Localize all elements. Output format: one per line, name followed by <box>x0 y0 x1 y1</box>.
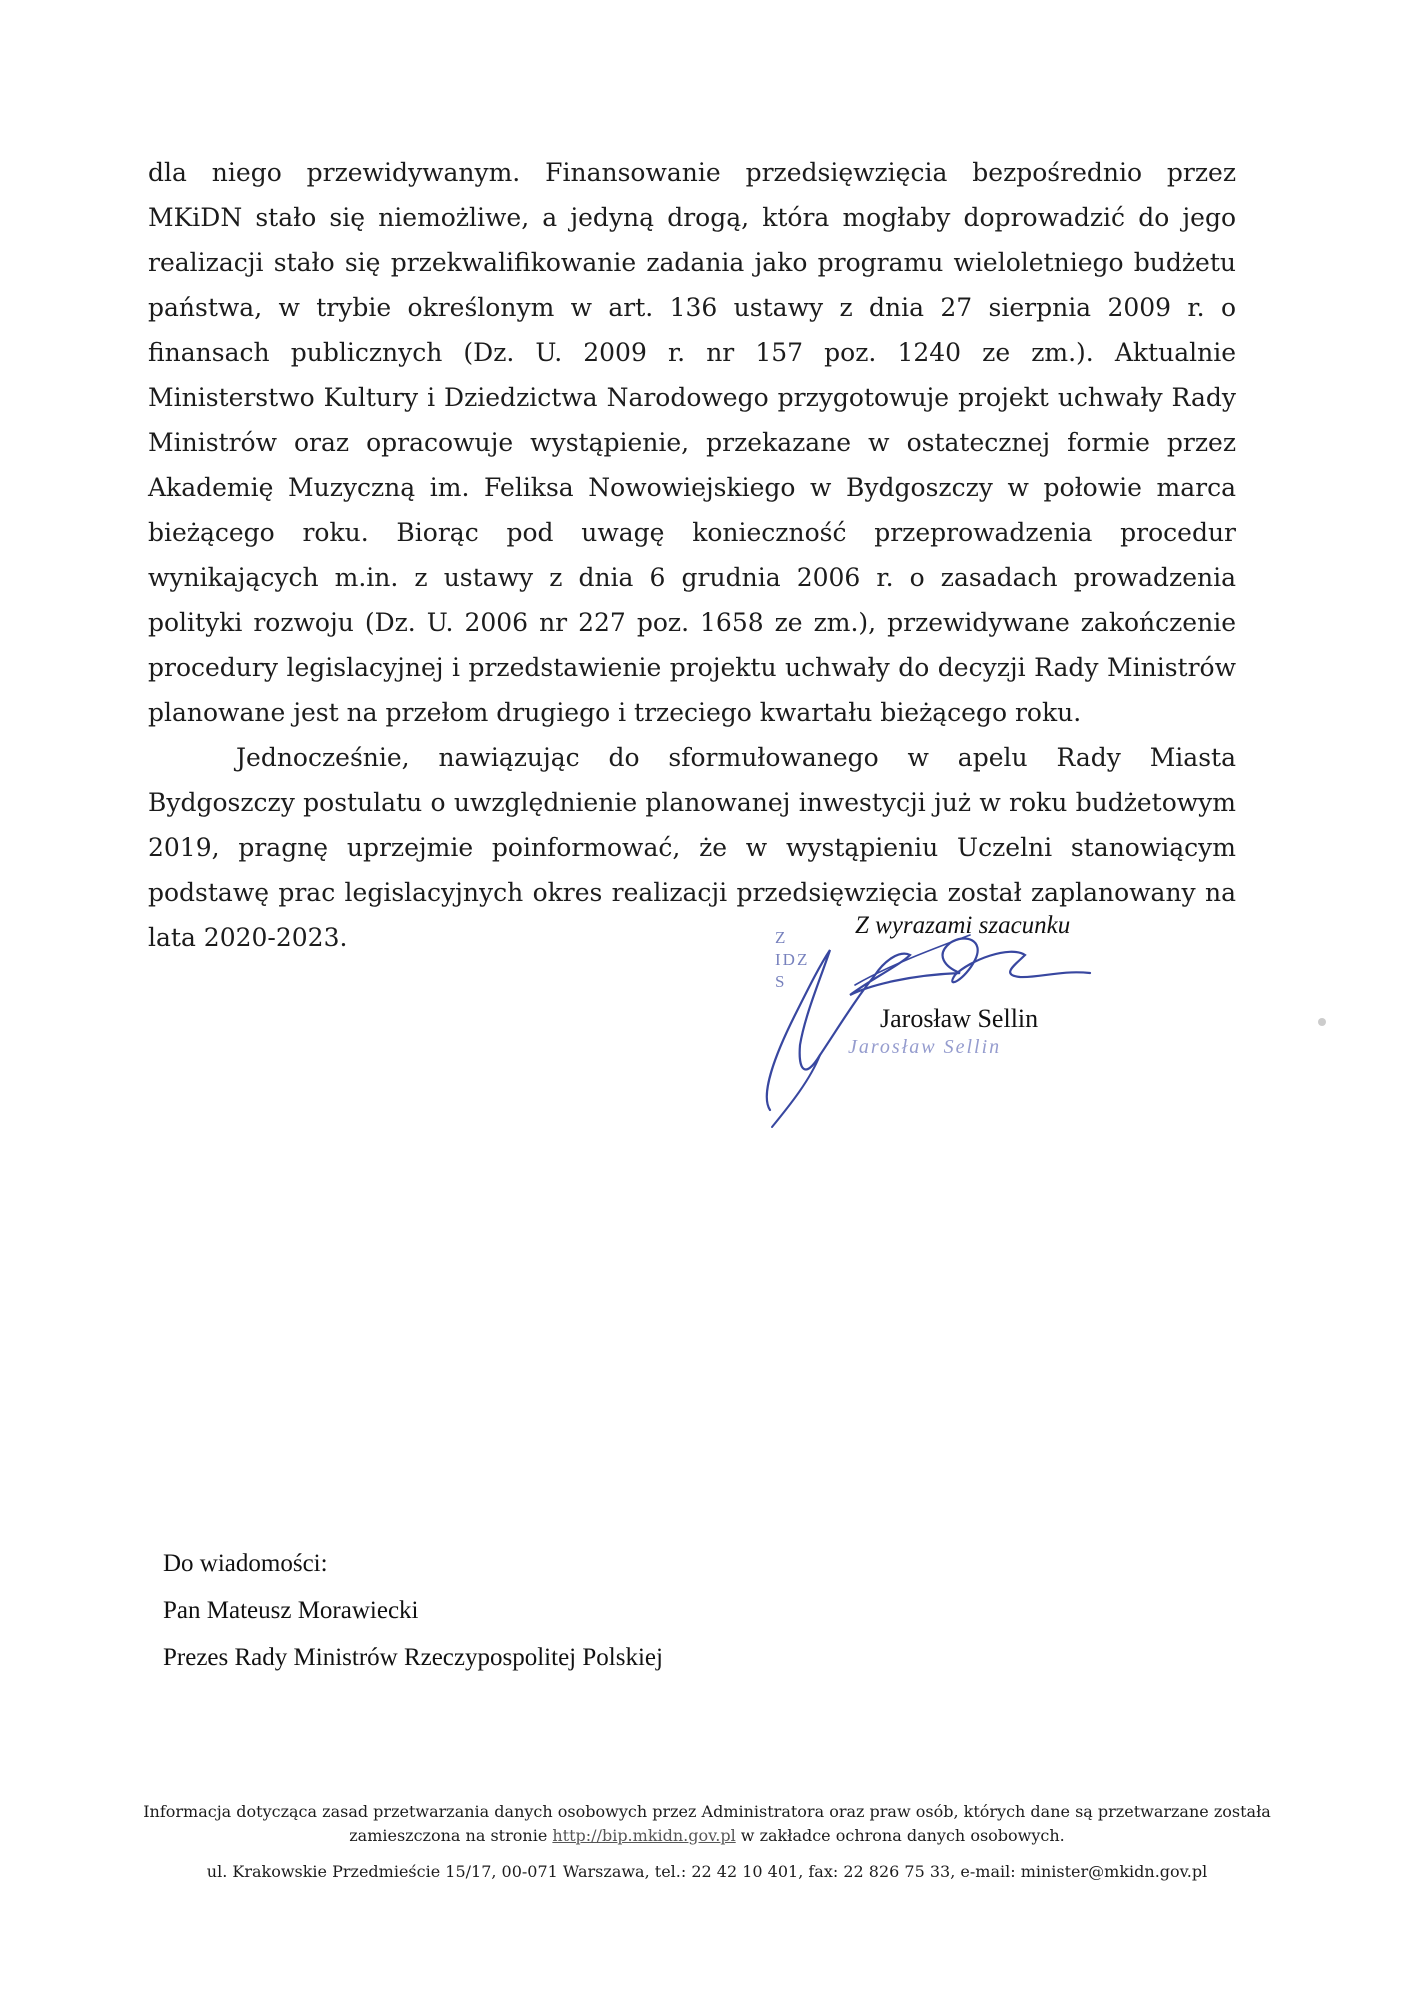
footer-address: ul. Krakowskie Przedmieście 15/17, 00-071 Warszawa, tel.: 22 42 10 401, fax: 22 826 75 33, e-mail: minister@mkidn.gov.pl <box>206 1862 1208 1881</box>
stamp-line-1: Z <box>775 928 788 947</box>
stamp-line-2: IDZ <box>775 950 810 969</box>
body-paragraph-2: Jednocześnie, nawiązując do sformułowanego w apelu Rady Miasta Bydgoszczy postulatu o uwzględnienie planowanej inwestycji już w roku budżetowym 2019, pragnę uprzejmie poinformować, że w wystąpieniu Uczelni stanowiącym podstawę prac legislacyjnych okres realizacji przedsięwzięcia został zaplanowany na lata 2020-2023. <box>148 743 1236 952</box>
footer-privacy-note <box>120 1800 1294 1848</box>
body-paragraph-1: dla niego przewidywanym. Finansowanie przedsięwzięcia bezpośrednio przez MKiDN stało się niemożliwe, a jedyną drogą, która mogłaby doprowadzić do jego realizacji stało się przekwalifikowanie zadania jako programu wieloletniego budżetu państwa, w trybie określonym w art. 136 ustawy z dnia 27 sierpnia 2009 r. o finansach publicznych (Dz. U. 2009 r. nr 157 poz. 1240 ze zm.). Aktualnie Ministerstwo Kultury i Dziedzictwa Narodowego przygotowuje projekt uchwały Rady Ministrów oraz opracowuje wystąpienie, przekazane w ostatecznej formie przez Akademię Muzyczną im. Feliksa Nowowiejskiego w Bydgoszczy w połowie marca bieżącego roku. Biorąc pod uwagę konieczność przeprowadzenia procedur wynikających m.in. z ustawy z dnia 6 grudnia 2006 r. o zasadach prowadzenia polityki rozwoju (Dz. U. 2006 nr 227 poz. 1658 ze zm.), przewidywane zakończenie procedury legislacyjnej i przedstawienie projektu uchwały do decyzji Rady Ministrów planowane jest na przełom drugiego i trzeciego kwartału bieżącego roku. <box>148 158 1236 727</box>
cc-heading: Do wiadomości: <box>163 1550 328 1577</box>
closing-salutation: Z wyrazami szacunku <box>855 912 1071 939</box>
footer-bip-link[interactable]: http://bip.mkidn.gov.pl <box>552 1826 736 1845</box>
stamp-line-3: S <box>775 972 787 991</box>
footer-note-text-after: w zakładce ochrona danych osobowych. <box>735 1826 1065 1845</box>
footer-note-text-before: Informacja dotycząca zasad przetwarzania danych osobowych przez Administratora oraz praw osób, których dane są przetwarzane została zamieszczona na stronie <box>143 1802 1271 1845</box>
letter-body <box>148 150 1236 960</box>
cc-recipient-title: Prezes Rady Ministrów Rzeczypospolitej Polskiej <box>163 1644 663 1671</box>
cc-recipient-name: Pan Mateusz Morawiecki <box>163 1597 419 1624</box>
cc-block <box>163 1540 863 1681</box>
signer-name: Jarosław Sellin <box>880 1004 1039 1033</box>
signer-name-stamp: Jarosław Sellin <box>848 1036 1002 1058</box>
scan-speck <box>1318 1018 1326 1026</box>
